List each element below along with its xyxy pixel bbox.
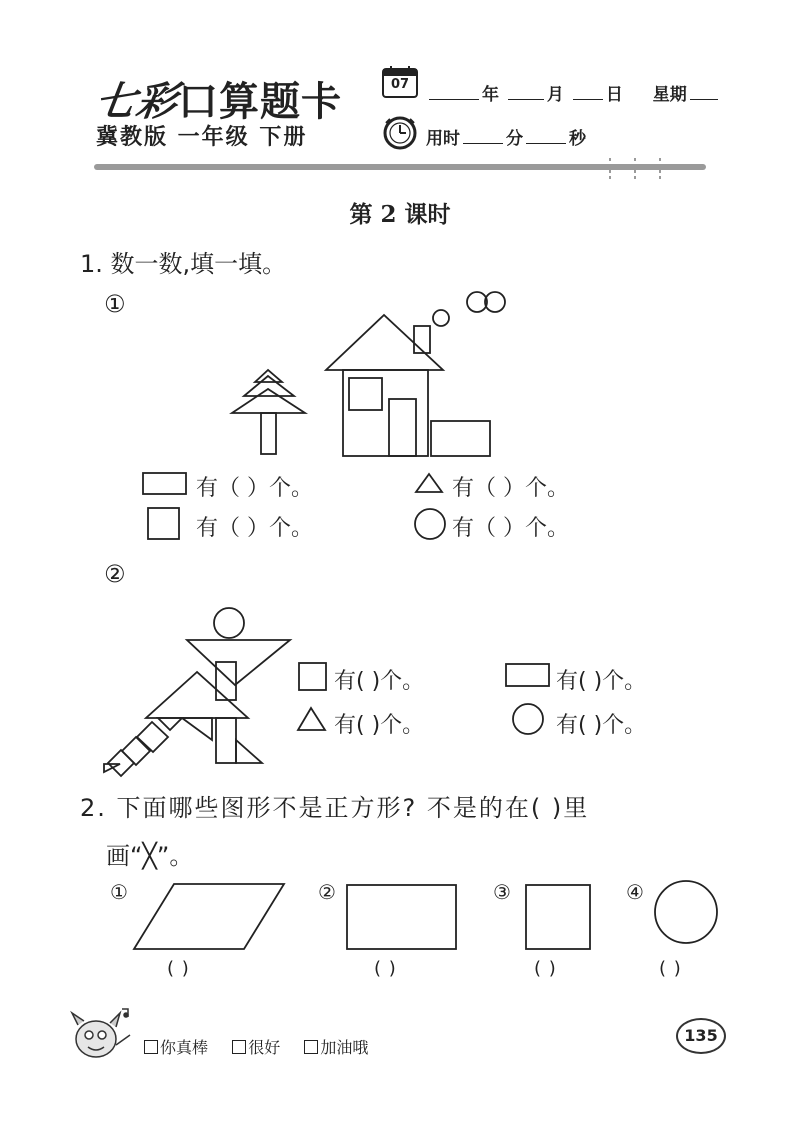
lesson-title: 第 2 课时	[349, 201, 451, 228]
q2-label-4: ④	[626, 880, 644, 904]
q2-answer-4[interactable]: ( )	[659, 958, 682, 979]
q2-parallelogram	[134, 884, 284, 949]
q2-rectangle	[347, 885, 456, 949]
q2-label-1: ①	[110, 880, 128, 904]
q2-label-3: ③	[493, 880, 511, 904]
eval-label-good: 很好	[248, 1038, 281, 1057]
eval-checkbox-good[interactable]	[232, 1040, 246, 1054]
date-month-label: 月	[546, 85, 564, 105]
q2-answer-3[interactable]: ( )	[534, 958, 557, 979]
brand-title-part1: 七彩	[92, 78, 181, 125]
time-minute-label: 分	[506, 129, 523, 149]
time-used-label: 用时	[426, 129, 460, 149]
q2-circle	[655, 881, 717, 943]
page-number: 135	[676, 1018, 726, 1054]
mascot-icon	[66, 1005, 138, 1065]
date-weekday-label: 星期	[652, 85, 687, 105]
q1-part1-circle-answer[interactable]: 有（ ）个。	[452, 516, 569, 541]
q1-part2-circle-answer[interactable]: 有( )个。	[556, 713, 647, 738]
q1-part2-label: ②	[104, 560, 126, 588]
q1-part1-label: ①	[104, 290, 126, 318]
q2-title-line1: 2. 下面哪些图形不是正方形? 不是的在( )里	[80, 794, 590, 822]
q2-answer-1[interactable]: ( )	[167, 958, 190, 979]
eval-option-good[interactable]	[232, 1038, 280, 1057]
date-year-label: 年	[482, 85, 499, 105]
eval-option-great[interactable]	[144, 1038, 208, 1057]
eval-checkbox-keep-going[interactable]	[304, 1040, 318, 1054]
q1-part2-triangle-answer[interactable]: 有( )个。	[334, 713, 425, 738]
q2-square	[526, 885, 590, 949]
q1-part1-square-answer[interactable]: 有（ ）个。	[196, 516, 313, 541]
evaluation-options	[144, 1035, 368, 1058]
edition-label: 冀教版 一年级 下册	[96, 125, 308, 150]
q2-answer-2[interactable]: ( )	[374, 958, 397, 979]
q1-title: 1. 数一数,填一填。	[80, 250, 287, 278]
q2-label-2: ②	[318, 880, 336, 904]
eval-label-great: 你真棒	[160, 1038, 209, 1057]
eval-label-keep-going: 加油哦	[320, 1038, 369, 1057]
calendar-day: 07	[390, 77, 410, 92]
brand-title-part2: 口算题卡	[178, 78, 342, 125]
q2-title-line2: 画“╳”。	[106, 842, 194, 870]
eval-option-keep-going[interactable]	[304, 1038, 368, 1057]
q1-part2-square-answer[interactable]: 有( )个。	[334, 669, 425, 694]
q1-part1-rect-answer[interactable]: 有（ ）个。	[196, 476, 313, 501]
eval-checkbox-great[interactable]	[144, 1040, 158, 1054]
date-day-label: 日	[605, 85, 623, 105]
q1-part2-rect-answer[interactable]: 有( )个。	[556, 669, 647, 694]
time-second-label: 秒	[569, 129, 586, 149]
q1-part1-triangle-answer[interactable]: 有（ ）个。	[452, 476, 569, 501]
